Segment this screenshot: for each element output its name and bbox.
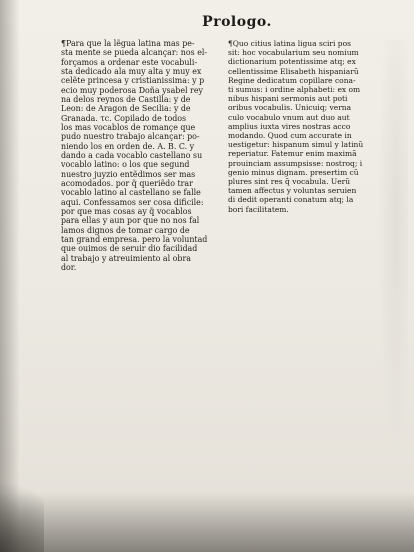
bottom-shadow xyxy=(0,492,414,552)
text-line: dor. xyxy=(61,262,77,272)
text-line: Granada. τc. Copilado de todos xyxy=(61,113,187,123)
text-line: los mas vocablos de romançe que xyxy=(61,122,196,132)
text-line: prouinciam assumpsisse: nostroq; i xyxy=(228,158,363,168)
text-line: reperiatur. Fatemur enim maximã xyxy=(228,149,357,159)
text-line: sta dedicado ala muy alta y muy ex xyxy=(61,66,202,76)
text-line: ¶Quo citius latina ligua sciri pos xyxy=(228,39,351,48)
text-line: nibus hispani sermonis aut poti xyxy=(228,94,348,104)
text-line: dictionarium potentissime atq; ex xyxy=(228,57,356,67)
text-line: vocablo latino: o los que segund xyxy=(61,160,190,170)
text-line: pudo nuestro trabajo alcançar: po- xyxy=(61,132,200,142)
text-line: Leon: de Aragon de Secilia: y de xyxy=(61,104,191,114)
text-line: na delos reynos de Castilla: y de xyxy=(61,94,191,104)
text-line: ti sumus: i ordine alphabeti: ex om xyxy=(228,85,361,95)
text-line: para ellas y aun por que no nos fal xyxy=(61,216,200,226)
text-line: Regine dedicatum copillare cona- xyxy=(228,75,356,85)
text-line: acomodados. por q̃ queriẽdo trar xyxy=(61,178,193,188)
text-line: que ouimos de seruir dio facilidad xyxy=(61,244,198,254)
text-line: celẽte princesa y cristianissima: y p xyxy=(61,76,205,86)
text-line: ¶Para que la lẽgua latina mas pe- xyxy=(61,39,195,48)
text-line: plures sint res q̃ vocabula. Uerũ xyxy=(228,177,351,187)
text-line: niendo los en orden de. A. B. C. y xyxy=(61,141,195,151)
corner-shadow xyxy=(0,462,44,552)
text-line: tamen affectus y voluntas seruien xyxy=(228,186,357,196)
ink-bleed-through xyxy=(378,40,408,460)
text-line: genio minus dignam. presertim cũ xyxy=(228,167,359,177)
text-line: sta mente se pueda alcançar: nos el- xyxy=(61,48,208,58)
text-line: modando. Quod cum accurate in xyxy=(228,131,352,141)
text-line: amplius iuxta vires nostras acco xyxy=(228,121,351,131)
text-line: nuestro juyzio entẽdimos ser mas xyxy=(61,169,196,179)
text-line: uestigetur: hispanum simul y latinũ xyxy=(228,140,364,150)
page-title: Prologo. xyxy=(202,14,272,30)
text-line: forçamos a ordenar este vocabuli- xyxy=(61,57,198,67)
latin-text-column xyxy=(228,39,378,214)
text-line: al trabajo y atreuimiento al obra xyxy=(61,253,191,263)
text-line: ecio muy poderosa Doña ysabel rey xyxy=(61,85,203,95)
text-line: tan grand empresa. pero la voluntad xyxy=(61,234,208,244)
spanish-text-column xyxy=(61,39,216,272)
text-line: sit: hoc vocabularium seu nomium xyxy=(228,48,359,58)
text-line: oribus vocabulis. Unicuiq; verna xyxy=(228,103,352,113)
text-line: di dedit operanti conatum atq; la xyxy=(228,195,354,205)
text-line: lamos dignos de tomar cargo de xyxy=(61,225,190,235)
text-line: culo vocabulo vnum aut duo aut xyxy=(228,112,350,122)
text-line: vocablo latino al castellano se falle xyxy=(61,188,201,198)
text-line: cellentissime Elisabeth hispaniarũ xyxy=(228,66,359,76)
text-line: por que mas cosas ay q̃ vocablos xyxy=(61,206,192,216)
text-line: bori facilitatem. xyxy=(228,204,289,214)
text-line: dando a cada vocablo castellano su xyxy=(61,150,203,160)
text-line: aqui. Confessamos ser cosa dificile: xyxy=(61,197,204,207)
